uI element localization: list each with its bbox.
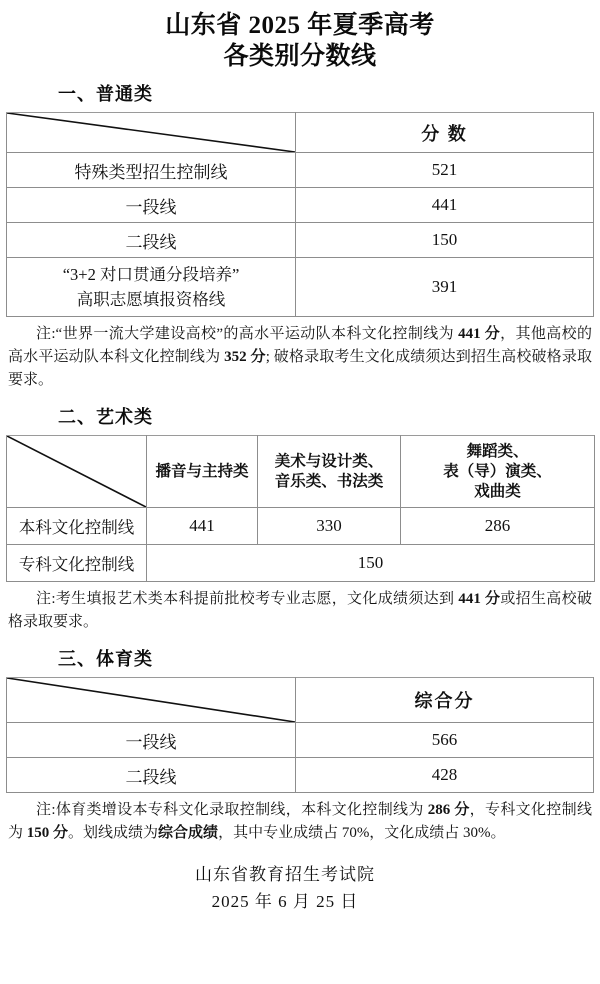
art-column-header-3 bbox=[401, 436, 595, 508]
note-text: ，其中专业成绩占 70%，文化成绩占 30%。 bbox=[218, 825, 506, 841]
footer-date: 2025 年 6 月 25 日 bbox=[211, 892, 359, 911]
table-row bbox=[7, 545, 595, 582]
diagonal-header-cell bbox=[7, 113, 296, 153]
note-emphasis: 352 分 bbox=[224, 349, 266, 365]
table-row bbox=[7, 723, 594, 758]
art-column-header-2 bbox=[258, 436, 401, 508]
row-label: 一段线 bbox=[7, 723, 296, 758]
note-emphasis: 150 分 bbox=[26, 825, 69, 841]
note-general bbox=[8, 323, 592, 392]
note-text: 考生填报艺术类本科提前批校考专业志愿，文化成绩须达到 bbox=[55, 591, 459, 607]
table-row bbox=[7, 508, 595, 545]
art-column-header-2-line2: 音乐类、书法类 bbox=[274, 472, 384, 490]
note-text: 。划线成绩为 bbox=[68, 825, 159, 841]
row-label: 二段线 bbox=[7, 223, 296, 258]
row-label: 本科文化控制线 bbox=[7, 508, 147, 545]
note-prefix: 注: bbox=[36, 326, 56, 342]
section-heading-art: 二、艺术类 bbox=[58, 407, 153, 427]
section-heading-general: 一、普通类 bbox=[58, 84, 153, 104]
note-emphasis: 综合成绩 bbox=[158, 825, 219, 841]
table-header-row bbox=[7, 678, 594, 723]
row-value: 330 bbox=[258, 508, 401, 545]
table-row bbox=[7, 153, 594, 188]
sports-score-column-header: 综合分 bbox=[296, 678, 594, 723]
row-label-special bbox=[7, 258, 296, 317]
section-heading-sports: 三、体育类 bbox=[58, 649, 153, 669]
row-label: 一段线 bbox=[7, 188, 296, 223]
row-score: 566 bbox=[296, 723, 594, 758]
row-label: 二段线 bbox=[7, 758, 296, 793]
diagonal-line-icon bbox=[7, 436, 146, 507]
art-column-header-1: 播音与主持类 bbox=[147, 436, 258, 508]
table-row bbox=[7, 758, 594, 793]
diagonal-line-icon bbox=[7, 678, 295, 722]
row-label: 专科文化控制线 bbox=[7, 545, 147, 582]
sports-score-table bbox=[6, 677, 594, 793]
document-footer bbox=[0, 861, 600, 915]
note-sports bbox=[8, 799, 592, 845]
note-art bbox=[8, 588, 592, 634]
note-text: “世界一流大学建设高校”的高水平运动队本科文化控制线为 bbox=[55, 326, 459, 342]
art-column-header-3-line3: 戏曲类 bbox=[474, 482, 521, 500]
note-emphasis: 441 分 bbox=[458, 591, 501, 607]
note-text: ，其他高校的高水平运动队本科文化控制线为 bbox=[8, 326, 592, 365]
note-emphasis: 286 分 bbox=[427, 802, 470, 818]
art-column-header-3-line1: 舞蹈类、 bbox=[466, 442, 529, 460]
page-title bbox=[0, 0, 600, 72]
row-label-special-line1: “3+2 对口贯通分段培养” bbox=[62, 265, 240, 284]
page-title-line2: 各类别分数线 bbox=[223, 43, 377, 70]
row-label-special-line2: 高职志愿填报资格线 bbox=[76, 290, 226, 309]
table-header-row bbox=[7, 436, 595, 508]
score-column-header: 分 数 bbox=[296, 113, 594, 153]
note-prefix: 注: bbox=[36, 802, 56, 818]
diagonal-line-icon bbox=[7, 113, 295, 152]
diagonal-header-cell bbox=[7, 678, 296, 723]
diagonal-header-cell bbox=[7, 436, 147, 508]
table-header-row bbox=[7, 113, 594, 153]
note-text: ; 破格录取考生文化成绩须达到招生高校破格录取要求。 bbox=[8, 349, 592, 388]
art-column-header-3-line2: 表（导）演类、 bbox=[443, 462, 552, 480]
table-row bbox=[7, 223, 594, 258]
table-row bbox=[7, 258, 594, 317]
note-text: 体育类增设本专科文化录取控制线，本科文化控制线为 bbox=[55, 802, 428, 818]
row-label: 特殊类型招生控制线 bbox=[7, 153, 296, 188]
note-prefix: 注: bbox=[36, 591, 56, 607]
art-score-table bbox=[6, 435, 595, 582]
note-text: ，专科文化控制线为 bbox=[8, 802, 592, 841]
row-value: 441 bbox=[147, 508, 258, 545]
general-score-table bbox=[6, 112, 594, 317]
footer-issuer: 山东省教育招生考试院 bbox=[195, 865, 375, 884]
row-value-merged: 150 bbox=[147, 545, 595, 582]
note-emphasis: 441 分 bbox=[458, 326, 501, 342]
row-score: 391 bbox=[296, 258, 594, 317]
table-row bbox=[7, 188, 594, 223]
row-score: 150 bbox=[296, 223, 594, 258]
row-score: 521 bbox=[296, 153, 594, 188]
page-title-line1: 山东省 2025 年夏季高考 bbox=[165, 12, 435, 39]
row-score: 441 bbox=[296, 188, 594, 223]
row-value: 286 bbox=[401, 508, 595, 545]
note-text: 或招生高校破格录取要求。 bbox=[8, 591, 592, 630]
art-column-header-2-line1: 美术与设计类、 bbox=[274, 452, 384, 470]
row-score: 428 bbox=[296, 758, 594, 793]
